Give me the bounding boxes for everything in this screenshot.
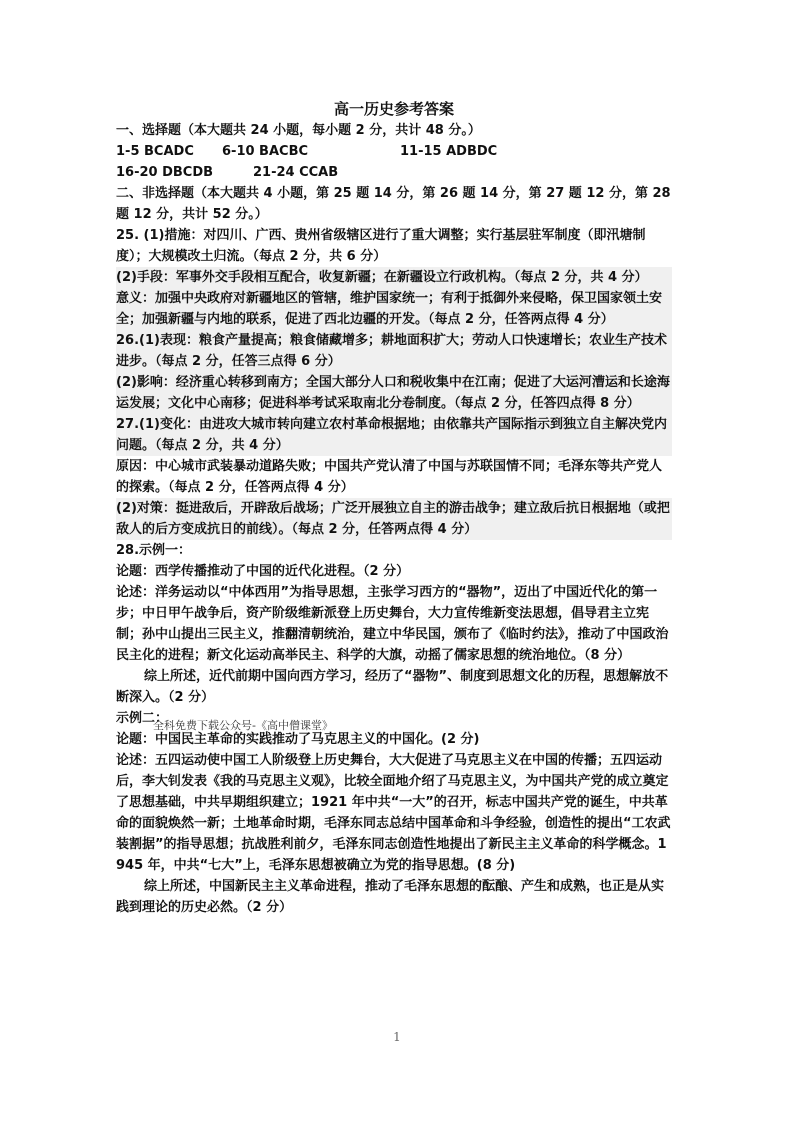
q27-reasons: 原因：中心城市武装暴动道路失败；中国共产党认清了中国与苏联国情不同；毛泽东等共产党人的探索。（每点 2 分，任答两点得 4 分） [116, 459, 663, 495]
answers-row-2 [116, 162, 672, 183]
section2-heading: 二、非选择题（本大题共 4 小题，第 25 题 14 分，第 26 题 14 分，第 27 题 12 分，第 28 题 12 分，共计 52 分。） [116, 186, 671, 222]
watermark-note: 全科免费下载公众号-《高中僧课堂》 [153, 719, 333, 732]
section1-heading: 一、选择题（本大题共 24 小题，每小题 2 分，共计 48 分。） [116, 123, 481, 138]
answer-group: 21-24 CCAB [253, 165, 339, 180]
q27-part1: 27.(1)变化：由进攻大城市转向建立农村革命根据地；由依靠共产国际指示到独立自主解决党内问题。（每点 2 分，共 4 分） [116, 414, 672, 456]
q26-part1: 26.(1)表现：粮食产量提高；粮食储藏增多；耕地面积扩大；劳动人口快速增长；农业生产技术进步。（每点 2 分，任答三点得 6 分） [116, 330, 672, 372]
q28-example2-summary: 综上所述，中国新民主主义革命进程，推动了毛泽东思想的酝酿、产生和成熟，也正是从实践到理论的历史必然。（2 分） [116, 879, 665, 915]
q26-part2: (2)影响：经济重心转移到南方；全国大部分人口和税收集中在江南；促进了大运河漕运和长途海运发展；文化中心南移；促进科举考试采取南北分卷制度。（每点 2 分，任答四点得 8 分） [116, 372, 672, 414]
answer-group: 6-10 BACBC [222, 144, 309, 159]
q28-example2-argument: 论述：五四运动使中国工人阶级登上历史舞台，大大促进了马克思主义在中国的传播；五四运动后，李大钊发表《我的马克思主义观》，比较全面地介绍了马克思主义，为中国共产党的成立奠定了思想基础，中共早期组织建立；1921 年中共“一大”的召开，标志中国共产党的诞生，中共革命的面貌焕然一新；土地革命时期，毛泽东同志总结中国革命和斗争经验，创造性的提出“工农武装割据”的指导思想；抗战胜利前夕，毛泽东同志创造性地提出了新民主主义革命的科学概念。1945 年，中共“七大”上，毛泽东思想被确立为党的指导思想。(8 分) [116, 753, 671, 873]
q28-example1-thesis: 论题：西学传播推动了中国的近代化进程。（2 分） [116, 564, 410, 579]
q28-example1-label: 28.示例一： [116, 543, 192, 558]
q28-example2-thesis: 论题：中国民主革命的实践推动了马克思主义的中国化。(2 分) [116, 732, 480, 747]
q25-part2: (2)手段：军事外交手段相互配合，收复新疆；在新疆设立行政机构。（每点 2 分，共 4 分） [116, 267, 672, 288]
q27-part2: (2)对策：挺进敌后，开辟敌后战场；广泛开展独立自主的游击战争；建立敌后抗日根据地（或把敌人的后方变成抗日的前线）。（每点 2 分，任答两点得 4 分） [116, 498, 672, 540]
page-number: 1 [393, 1030, 401, 1044]
page-title: 高一历史参考答案 [333, 100, 454, 118]
q25-part1: 25. (1)措施：对四川、广西、贵州省级辖区进行了重大调整；实行基层驻军制度（即汛塘制度）；大规模改土归流。（每点 2 分，共 6 分） [116, 228, 646, 264]
q25-significance: 意义：加强中央政府对新疆地区的管辖，维护国家统一；有利于抵御外来侵略，保卫国家领土安全；加强新疆与内地的联系，促进了西北边疆的开发。（每点 2 分，任答两点得 4 分） [116, 288, 672, 330]
q28-example1-summary: 综上所述，近代前期中国向西方学习，经历了“器物”、制度到思想文化的历程，思想解放不断深入。（2 分） [116, 669, 669, 705]
answer-group: 1-5 BCADC [116, 144, 194, 159]
q28-example1-argument: 论述：洋务运动以“中体西用”为指导思想，主张学习西方的“器物”，迈出了中国近代化的第一步；中日甲午战争后，资产阶级维新派登上历史舞台，大力宣传维新变法思想，倡导君主立宪制；孙中山提出三民主义，推翻清朝统治，建立中华民国，颁布了《临时约法》，推动了中国政治民主化的进程；新文化运动高举民主、科学的大旗，动摇了儒家思想的统治地位。（8 分） [116, 585, 669, 663]
answer-group: 11-15 ADBDC [400, 144, 498, 159]
answers-row-1 [116, 141, 672, 162]
q28-example2-label: 示例二： [116, 711, 169, 726]
answer-sheet [116, 98, 672, 918]
answer-group: 16-20 DBCDB [116, 165, 214, 180]
